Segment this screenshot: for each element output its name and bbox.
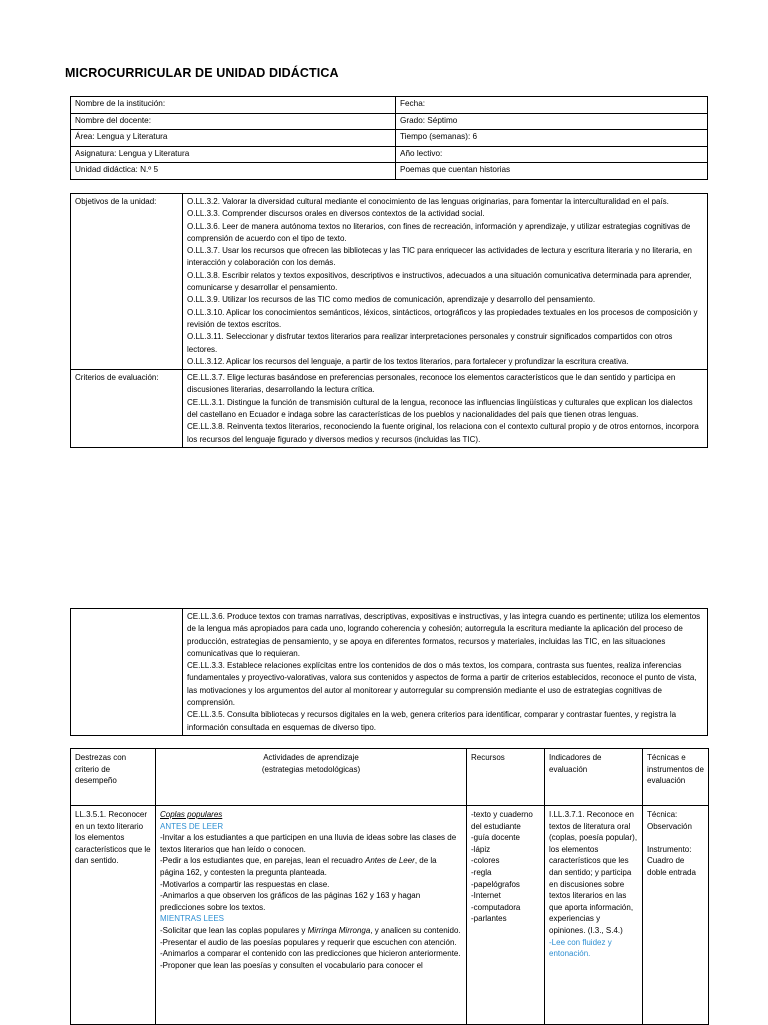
activity-item: -Presentar el audio de las poesías populares y requerir que escuchen con atención. bbox=[160, 937, 457, 947]
header-activities-title: Actividades de aprendizaje bbox=[263, 753, 359, 762]
objective-item: O.LL.3.3. Comprender discursos orales en diversos contextos de la actividad social. bbox=[187, 209, 485, 219]
teacher-cell: Nombre del docente: bbox=[71, 113, 396, 130]
activities-content bbox=[160, 809, 462, 1021]
page-title: MICROCURRICULAR DE UNIDAD DIDÁCTICA bbox=[65, 66, 339, 80]
activity-item: -Proponer que lean las poesías y consulten el vocabulario para conocer el bbox=[160, 960, 423, 970]
subject-cell: Asignatura: Lengua y Literatura bbox=[71, 146, 396, 163]
table-row bbox=[71, 163, 708, 180]
spacer bbox=[647, 832, 704, 844]
header-activities-subtitle: (estrategias metodológicas) bbox=[261, 764, 361, 774]
criterion-item: CE.LL.3.7. Elige lecturas basándose en preferencias personales, reconoce los elementos característicos que le dan sentido y participa en discusiones literarias, desarrollando la lectura crítica. bbox=[187, 373, 676, 395]
criterion-item: CE.LL.3.8. Reinventa textos literarios, reconociendo la fuente original, los relaciona con el contexto cultural propio y de otros entornos, incorpora los recursos del lenguaje figurado y diversos medios y recursos (incluidas las TIC). bbox=[187, 422, 699, 444]
objective-item: O.LL.3.2. Valorar la diversidad cultural mediante el conocimiento de las lenguas originarias, para fomentar la interculturalidad en el país. bbox=[187, 197, 669, 206]
activity-text: , de la página 162, y contesten la pregunta planteada. bbox=[160, 856, 437, 877]
objective-item: O.LL.3.8. Escribir relatos y textos expositivos, descriptivos e instructivos, adecuados a una situación comunicativa determinada para aprender, comunicarse y desarrollar el pensamiento. bbox=[187, 270, 692, 293]
resource-item: -computadora bbox=[471, 902, 521, 912]
indicators-content bbox=[549, 809, 638, 1021]
techniques-cell bbox=[643, 806, 709, 1025]
resource-item: -lápiz bbox=[471, 844, 491, 854]
grade-cell: Grado: Séptimo bbox=[396, 113, 708, 130]
techniques-content bbox=[647, 809, 704, 1021]
objective-item: O.LL.3.12. Aplicar los recursos del lenguaje, a partir de los textos literarios, para fortalecer y profundizar la escritura creativa. bbox=[187, 356, 629, 366]
table-row bbox=[71, 97, 708, 114]
activity-text: -Pedir a los estudiantes que, en parejas, lean el recuadro bbox=[160, 856, 366, 866]
criterion-item: CE.LL.3.1. Distingue la función de transmisión cultural de la lengua, reconoce las influencias lingüísticas y culturales que explican los dialectos del castellano en Ecuador e indaga sobre las características de los pueblos y nacionalidades del país que tienen otras lenguas. bbox=[187, 397, 693, 420]
table-row bbox=[71, 370, 708, 448]
objective-item: O.LL.3.11. Seleccionar y disfrutar textos literarios para realizar interpretaciones personales y construir significados compartidos con otros lectores. bbox=[187, 332, 673, 354]
while-reading-heading: MIENTRAS LEES bbox=[160, 914, 225, 924]
indicator-text: I.LL.3.7.1. Reconoce en textos de literatura oral (coplas, poesía popular), los elementos característicos que les dan sentido; y participa en discusiones sobre textos literarios en las que aporta información, experiencias y opiniones. (I.3., S.4.) bbox=[549, 810, 638, 935]
indicator-extra: -Lee con fluidez y entonación. bbox=[549, 937, 612, 959]
activity-text: , y analicen su contenido. bbox=[370, 925, 461, 935]
date-cell: Fecha: bbox=[396, 97, 708, 114]
header-skills: Destrezas con criterio de desempeño bbox=[71, 749, 156, 806]
weeks-cell: Tiempo (semanas): 6 bbox=[396, 130, 708, 147]
activity-text-italic: Antes de Leer bbox=[365, 856, 415, 866]
table-row bbox=[71, 609, 708, 736]
institution-info-table bbox=[70, 96, 708, 180]
unit-cell: Unidad didáctica: N.º 5 bbox=[71, 163, 396, 180]
objective-item: O.LL.3.6. Leer de manera autónoma textos no literarios, con fines de recreación, información y aprendizaje, y utilizar estrategias cognitivas de comprensión de acuerdo con el tipo de texto. bbox=[187, 221, 691, 243]
objectives-criteria-table bbox=[70, 193, 708, 448]
activity-text: -Solicitar que lean las coplas populares y bbox=[160, 925, 308, 935]
criterion-item: CE.LL.3.6. Produce textos con tramas narrativas, descriptivas, expositivas e instructivas, y las integra cuando es pertinente; utiliza los elementos de la lengua más apropiados para cada uno, logrando coherencia y cohesión; autorregula la escritura mediante la aplicación del proceso de producción, estrategias de pensamiento, y se apoya en diferentes formatos, recursos y materiales, incluidas las TIC, en las situaciones comunicativas que lo requieran. bbox=[187, 612, 701, 658]
resource-item: -Internet bbox=[471, 891, 501, 901]
skill-text: LL.3.5.1. Reconocer en un texto literario los elementos característicos que le dan sentido. bbox=[75, 810, 151, 866]
activity-item: -Animarlos a que observen los gráficos de las páginas 162 y 163 y hagan predicciones sobre los textos. bbox=[160, 891, 421, 912]
table-header-row bbox=[71, 749, 709, 806]
header-resources: Recursos bbox=[467, 749, 545, 806]
objectives-label: Objetivos de la unidad: bbox=[71, 194, 183, 370]
skill-cell bbox=[71, 806, 156, 1025]
criterion-item: CE.LL.3.5. Consulta bibliotecas y recursos digitales en la web, genera criterios para identificar, comparar y contrastar fuentes, y registra la información consultada en esquemas de diverso tipo. bbox=[187, 710, 677, 732]
header-activities bbox=[156, 749, 467, 806]
criterion-item: CE.LL.3.3. Establece relaciones explícitas entre los contenidos de dos o más textos, los compara, contrasta sus fuentes, realiza inferencias fundamentales y proyectivo-valorativas, valora sus contenidos y aspectos de forma a partir de criterios establecidos, reconoce el punto de vista, las motivaciones y los argumentos del autor al monitorear y autorregular su comprensión mediante el uso de estrategias cognitivas de comprensión. bbox=[187, 661, 697, 708]
activity-item: -Motivarlos a compartir las respuestas en clase. bbox=[160, 879, 330, 889]
resource-item: -regla bbox=[471, 867, 492, 877]
activity-text-italic: Mirringa Mirronga bbox=[307, 925, 371, 935]
instrument-text: Instrumento: Cuadro de doble entrada bbox=[647, 844, 696, 877]
table-row bbox=[71, 130, 708, 147]
objective-item: O.LL.3.7. Usar los recursos que ofrecen las bibliotecas y las TIC para enriquecer las actividades de lectura y escritura literaria y no literaria, en interacción y colaboración con los demás. bbox=[187, 246, 692, 268]
criteria-cell bbox=[183, 370, 708, 448]
objective-item: O.LL.3.9. Utilizar los recursos de las TIC como medios de comunicación, aprendizaje y desarrollo del pensamiento. bbox=[187, 295, 596, 305]
planning-table bbox=[70, 748, 709, 1025]
header-techniques: Técnicas e instrumentos de evaluación bbox=[643, 749, 709, 806]
resource-item: -guía docente bbox=[471, 833, 520, 843]
activity-item: -Invitar a los estudiantes a que participen en una lluvia de ideas sobre las clases de textos literarios que han leído o conocen. bbox=[160, 833, 457, 854]
unit-title-cell: Poemas que cuentan historias bbox=[396, 163, 708, 180]
institution-cell: Nombre de la institución: bbox=[71, 97, 396, 114]
resource-item: -texto y cuaderno del estudiante bbox=[471, 810, 533, 831]
table-row bbox=[71, 113, 708, 130]
school-year-cell: Año lectivo: bbox=[396, 146, 708, 163]
activity-item: -Animarlos a comparar el contenido con las predicciones que hicieron anteriormente. bbox=[160, 949, 461, 959]
empty-label-cell bbox=[71, 609, 183, 736]
indicators-cell bbox=[545, 806, 643, 1025]
resources-cell bbox=[467, 806, 545, 1025]
before-reading-heading: ANTES DE LEER bbox=[160, 821, 224, 831]
resource-item: -parlantes bbox=[471, 914, 507, 924]
table-row bbox=[71, 194, 708, 370]
activity-item bbox=[160, 855, 462, 878]
resource-item: -colores bbox=[471, 856, 500, 866]
table-row bbox=[71, 146, 708, 163]
activity-item bbox=[160, 925, 462, 937]
criteria-label: Criterios de evaluación: bbox=[71, 370, 183, 448]
technique-text: Técnica: Observación bbox=[647, 810, 692, 831]
activities-cell bbox=[156, 806, 467, 1025]
table-row bbox=[71, 806, 709, 1025]
activities-heading: Coplas populares bbox=[160, 810, 223, 819]
resources-list bbox=[471, 809, 540, 1021]
resource-item: -papelógrafos bbox=[471, 879, 520, 889]
area-cell: Área: Lengua y Literatura bbox=[71, 130, 396, 147]
criteria-continued-cell bbox=[183, 609, 708, 736]
objective-item: O.LL.3.10. Aplicar los conocimientos semánticos, léxicos, sintácticos, ortográficos y las propiedades textuales en los procesos de composición y revisión de textos escritos. bbox=[187, 307, 698, 329]
header-indicators: Indicadores de evaluación bbox=[545, 749, 643, 806]
criteria-continued-table bbox=[70, 608, 708, 736]
objectives-cell bbox=[183, 194, 708, 370]
